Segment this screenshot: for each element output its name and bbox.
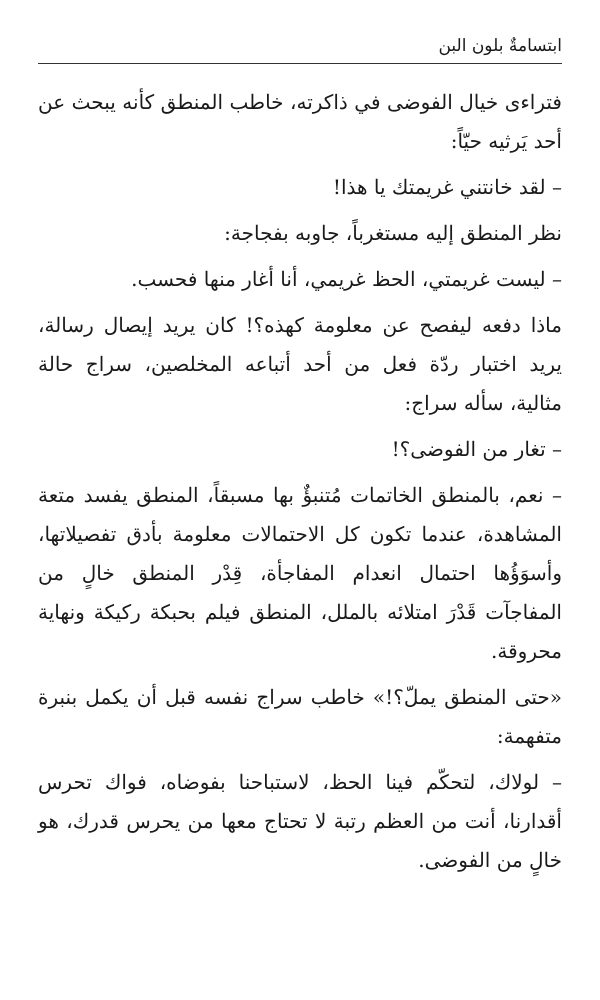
paragraph-dialogue: – نعم، بالمنطق الخاتمات مُتنبؤٌ بها مسبقاً، المنطق يفسد متعة المشاهدة، عندما تكون كل الاحتمالات معلومة بأدق تفصيلاتها، وأسوَؤُها احتمال انعدام المفاجأة، قِدْر المنطق خالٍ من المفاجآت قَدْرَ امتلائه بالملل، المنطق فيلم بحبكة ركيكة ونهاية محروقة.	[38, 483, 562, 663]
paragraph-dialogue: – تغار من الفوضى؟!	[391, 437, 562, 461]
page-body	[38, 83, 562, 887]
paragraph-dialogue: – لقد خانتني غريمتك يا هذا!	[332, 175, 562, 199]
paragraph-dialogue: – لولاك، لتحكّم فينا الحظ، لاستباحنا بفوضاه، فواك تحرس أقدارنا، أنت من العظم رتبة لا تحتاج معها من يحرس قدرك، هو خالٍ من الفوضى.	[38, 770, 562, 872]
paragraph-narration: فتراءى خيال الفوضى في ذاكرته، خاطب المنطق كأنه يبحث عن أحد يَرثيه حيّاً:	[38, 90, 562, 153]
paragraph-narration: «حتى المنطق يملّ؟!» خاطب سراج نفسه قبل أن يكمل بنبرة متفهمة:	[38, 685, 562, 748]
paragraph-narration: نظر المنطق إليه مستغرباً، جاوبه بفجاجة:	[224, 221, 562, 245]
book-title: ابتسامةٌ بلون البن	[438, 36, 562, 56]
paragraph-dialogue: – ليست غريمتي، الحظ غريمي، أنا أغار منها فحسب.	[131, 267, 562, 291]
running-header	[38, 30, 562, 64]
paragraph-narration: ماذا دفعه ليفصح عن معلومة كهذه؟! كان يريد إيصال رسالة، يريد اختبار ردّة فعل من أحد أتباعه المخلصين، سراج حالة مثالية، سأله سراج:	[38, 313, 562, 415]
